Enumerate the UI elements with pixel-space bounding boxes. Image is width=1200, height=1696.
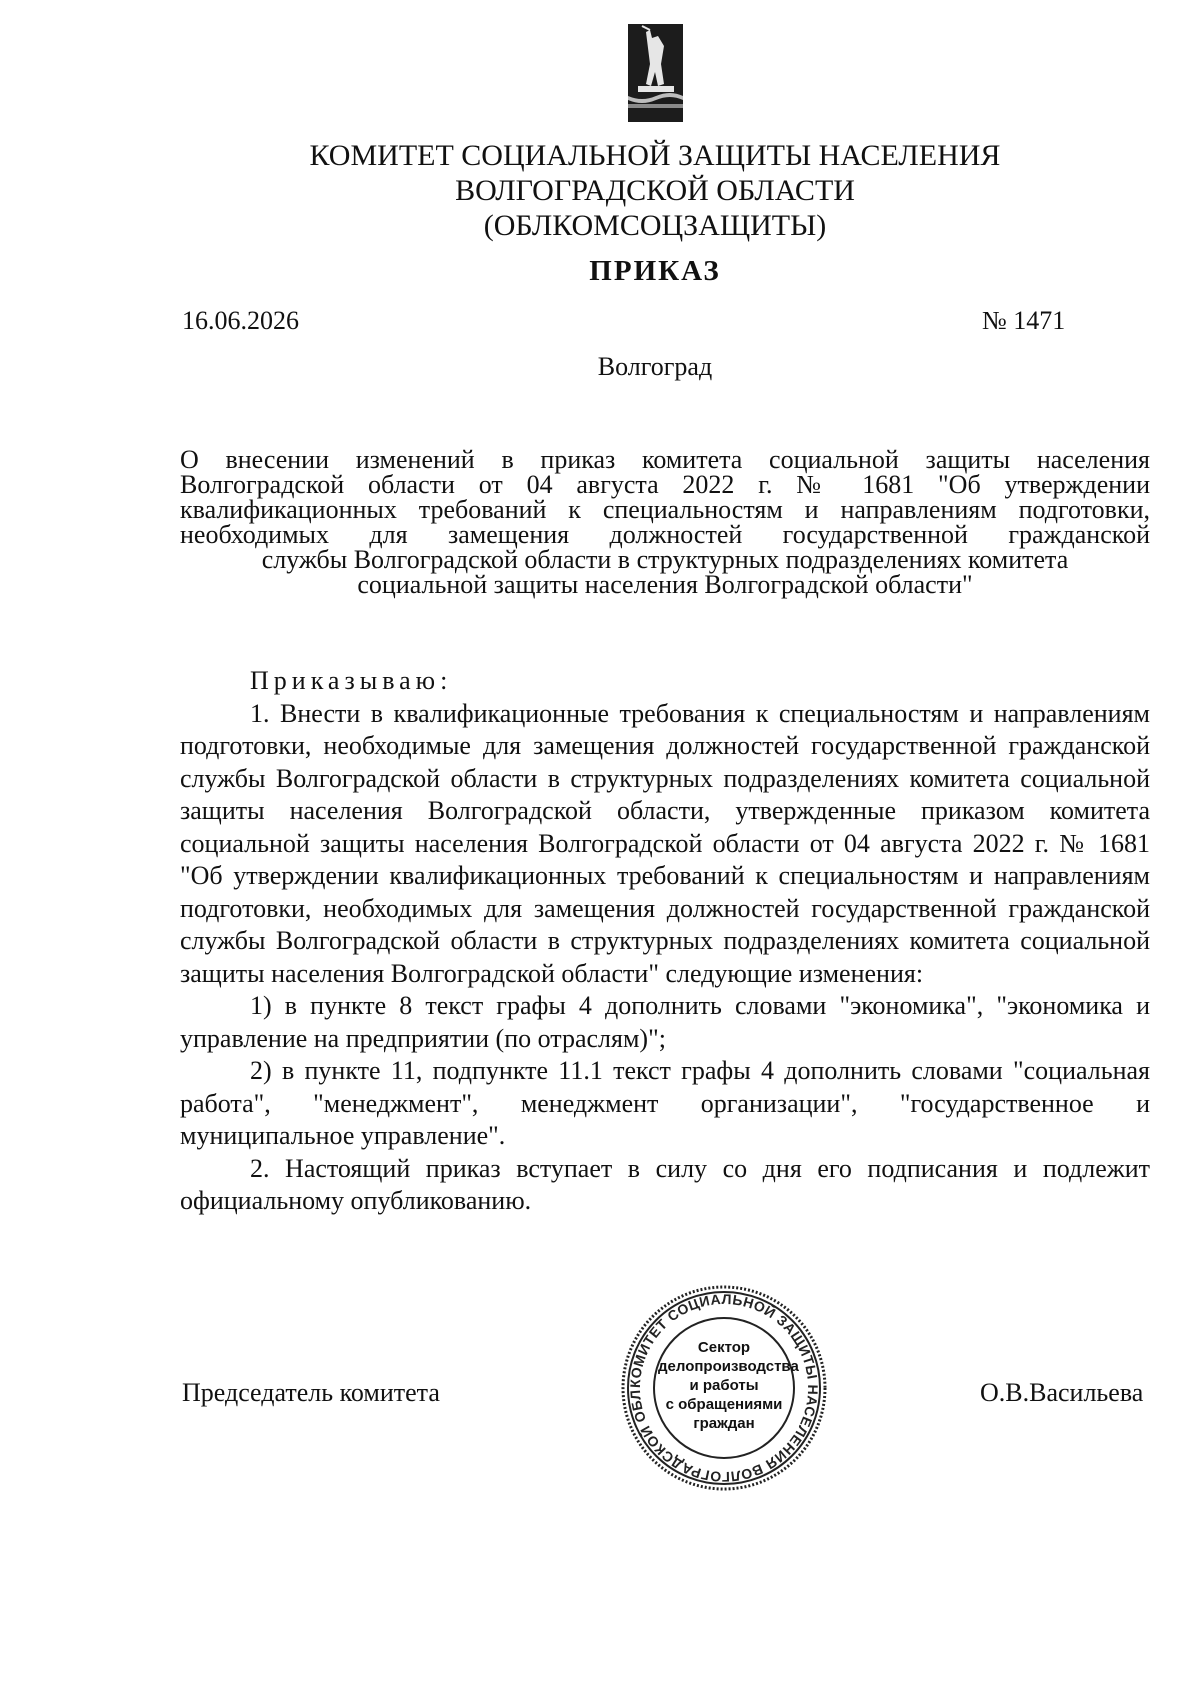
city-name: Волгоград: [597, 352, 713, 381]
org-name-line-1: КОМИТЕТ СОЦИАЛЬНОЙ ЗАЩИТЫ НАСЕЛЕНИЯ: [309, 139, 1001, 172]
subject-line: квалификационных требований к специальностям и направлениям подготовки,: [180, 495, 1150, 524]
paragraph-subitem-2: 2) в пункте 11, подпункте 11.1 текст графы 4 дополнить словами "социальная работа", "менеджмент", менеджмент организации", "государственное и муниципальное управление".: [180, 1056, 1150, 1150]
document-type-title: ПРИКАЗ: [589, 255, 721, 287]
org-name-line-3: (ОБЛКОМСОЦЗАЩИТЫ): [483, 209, 827, 242]
org-name-line-2: ВОЛГОГРАДСКОЙ ОБЛАСТИ: [455, 174, 855, 207]
paragraph-subitem-1: 1) в пункте 8 текст графы 4 дополнить словами "экономика", "экономика и управление на предприятии (по отраслям)";: [180, 991, 1150, 1053]
stamp-ring-text: КОМИТЕТ СОЦИАЛЬНОЙ ЗАЩИТЫ НАСЕЛЕНИЯ ВОЛГОГРАДСКОЙ ОБЛ: [626, 1290, 822, 1486]
stamp-line: Сектор: [697, 1339, 751, 1356]
stamp-line: и работы: [689, 1377, 759, 1394]
signer-name: О.В.Васильева: [980, 1378, 1144, 1407]
subject-line: службы Волгоградской области в структурных подразделениях комитета: [261, 545, 1069, 574]
subject-line: Волгоградской области от 04 августа 2022 г. № 1681 "Об утверждении: [180, 470, 1150, 499]
subject-line: необходимых для замещения должностей государственной гражданской: [180, 520, 1150, 549]
order-subject: [180, 447, 1150, 597]
order-body: [180, 665, 1150, 1218]
organization-name: [0, 138, 1200, 243]
signer-position: Председатель комитета: [182, 1378, 440, 1407]
stamp-line: с обращениями: [665, 1396, 783, 1413]
stamp-line: делопроизводства: [658, 1358, 799, 1375]
paragraph-item-1: 1. Внести в квалификационные требования к специальностям и направлениям подготовки, необходимые для замещения должностей государственной гражданской службы Волгоградской области в структурных подразделениях комитета социальной защиты населения Волгоградской области, утвержденные приказом комитета социальной защиты населения Волгоградской области от 04 августа 2022 г. № 1681 "Об утверждении квалификационных требований к специальностям и направлениям подготовки, необходимых для замещения должностей государственной гражданской службы Волгоградской области в структурных подразделениях комитета социальной защиты населения Волгоградской области" следующие изменения:: [180, 698, 1150, 988]
order-date: 16.06.2026: [182, 306, 299, 335]
subject-line: социальной защиты населения Волгоградской области": [357, 570, 973, 599]
subject-line: О внесении изменений в приказ комитета социальной защиты населения: [180, 445, 1150, 474]
official-stamp: [618, 1282, 830, 1494]
paragraph-item-2: 2. Настоящий приказ вступает в силу со дня его подписания и подлежит официальному опубликованию.: [180, 1153, 1150, 1215]
stamp-line: граждан: [693, 1415, 755, 1432]
order-number: № 1471: [982, 306, 1066, 335]
orders-word: Приказываю:: [250, 666, 453, 695]
stamp-center-text: [658, 1338, 799, 1433]
volgograd-coat-of-arms-icon: [628, 24, 683, 122]
